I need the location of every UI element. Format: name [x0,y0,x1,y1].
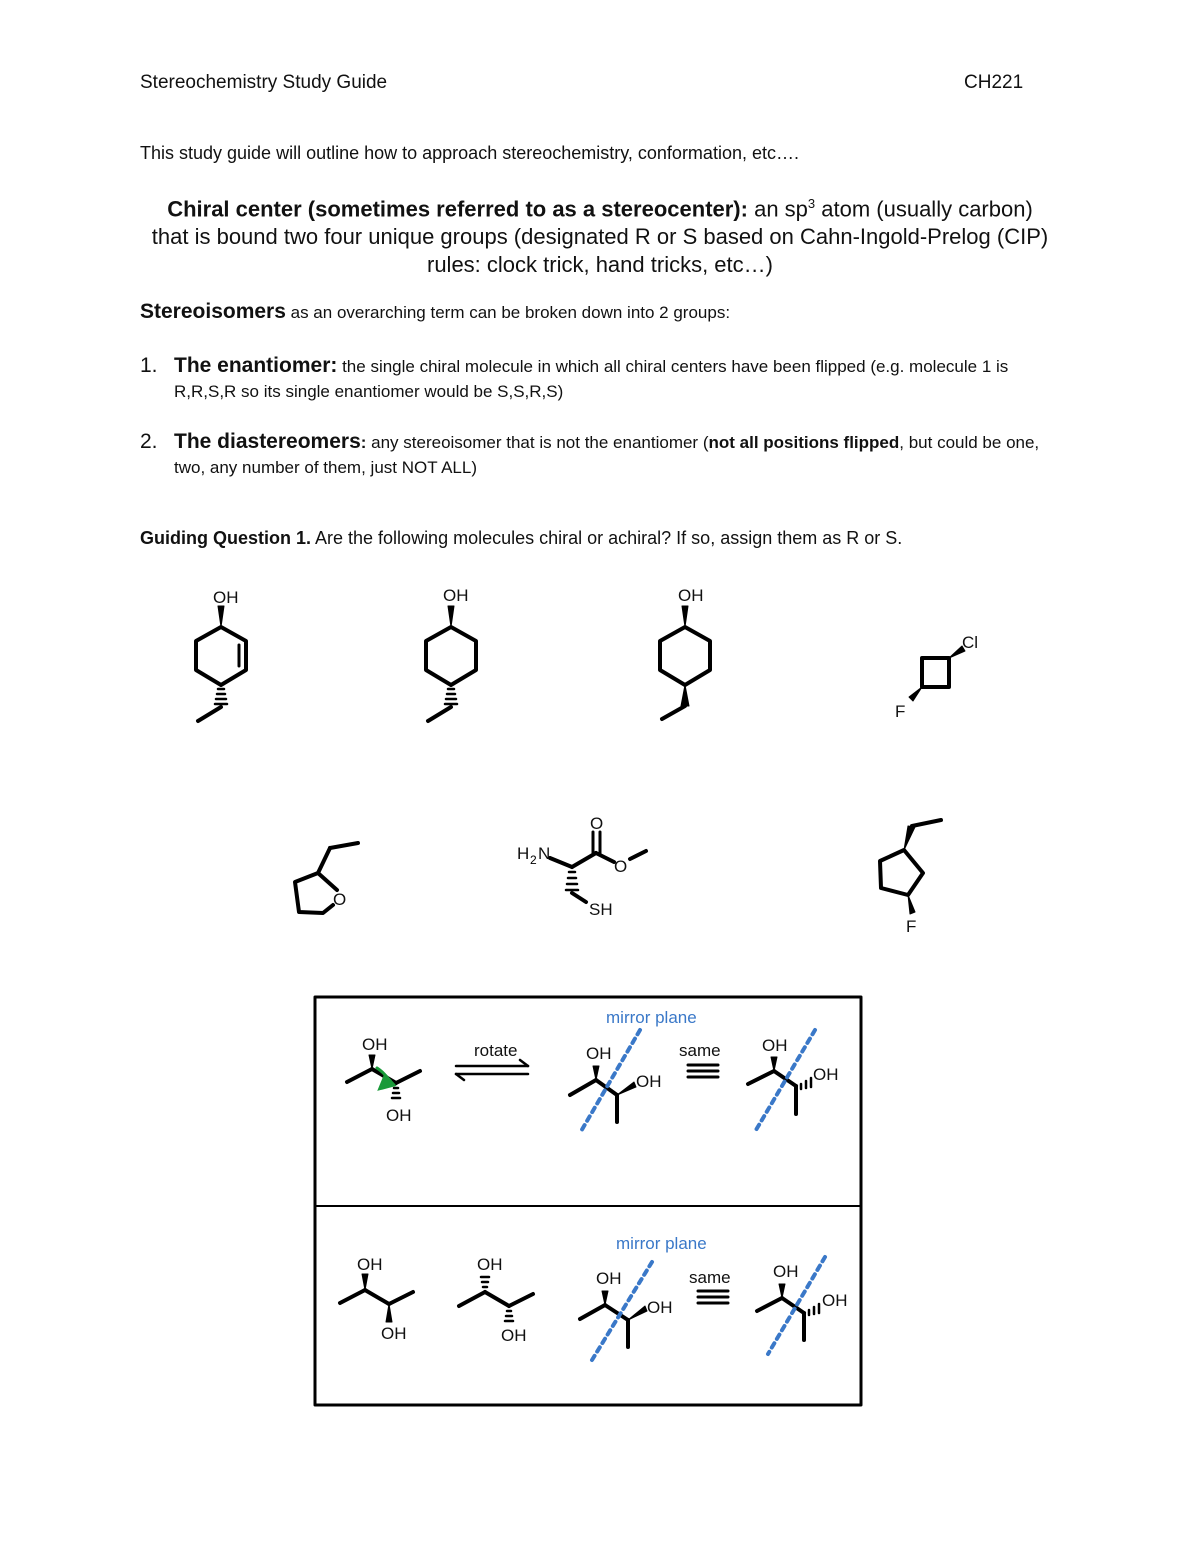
stereoisomers-term: Stereoisomers [140,300,286,323]
list-number: 2. [140,430,158,453]
diastereomers-bold: not all positions flipped [708,433,900,452]
diastereomers-text-b: , but could be one, two, any number of them, just NOT ALL) [174,433,1040,477]
list-number: 1. [140,354,158,377]
o-label: O [614,857,628,876]
o-label: O [333,890,347,909]
equilibrium-arrows [456,1060,528,1080]
top-molecule-c [748,1057,811,1114]
diastereomers-term: The diastereomers [174,430,361,453]
molecule-2 [426,606,476,721]
stereoisomers-text: as an overarching term can be broken down into 2 groups: [285,303,731,322]
equiv-symbol-bottom [698,1291,728,1303]
molecule-3 [660,606,710,719]
oh-label: OH [636,1072,662,1091]
bottom-molecule-e [459,1277,533,1321]
oh-label: OH [357,1255,383,1274]
oh-label: OH [501,1326,527,1345]
mirror-plane-label: mirror plane [616,1234,707,1253]
header-title: Stereochemistry Study Guide [140,72,388,93]
enantiomer-text: the single chiral molecule in which all chiral centers have been flipped (e.g. molecule 1 is R,R,S,R so its single enantiomer would be S,S,R,S) [174,357,1009,401]
molecule-1 [196,606,246,721]
chiral-def-sup: 3 [807,196,816,211]
bottom-molecule-f [580,1291,647,1347]
top-molecule-a [347,1055,420,1098]
oh-label: OH [586,1044,612,1063]
molecule-5 [295,843,358,913]
oh-label: OH [773,1262,799,1281]
bottom-molecule-g [757,1284,819,1340]
same-label: same [689,1268,731,1287]
oh-label: OH [443,586,469,605]
mirror-plane-label: mirror plane [606,1008,697,1027]
chiral-center-term: Chiral center (sometimes referred to as a stereocenter): [167,196,748,222]
molecule-6 [550,832,646,902]
oh-label: OH [381,1324,407,1343]
oh-label: OH [596,1269,622,1288]
enantiomer-term: The enantiomer: [174,354,338,377]
equiv-symbol-top [688,1065,718,1077]
oh-label: OH [647,1298,673,1317]
chiral-def-pre: an sp [747,196,808,222]
cl-label: Cl [962,633,979,652]
guiding-question-text: Are the following molecules chiral or achiral? If so, assign them as R or S. [311,528,903,548]
rotate-label: rotate [474,1041,518,1060]
oh-label: OH [213,588,239,607]
sh-label: SH [589,900,613,919]
oh-label: OH [362,1035,388,1054]
oh-label: OH [477,1255,503,1274]
intro-text: This study guide will outline how to approach stereochemistry, conformation, etc…. [140,143,799,163]
guiding-question-label: Guiding Question 1. [140,528,311,548]
same-label: same [679,1041,721,1060]
diastereomers-text-a: any stereoisomer that is not the enantiomer ( [366,433,709,452]
diastereomers-colon: : [360,433,367,452]
header-course: CH221 [964,72,1024,93]
oh-label: OH [762,1036,788,1055]
oh-label: OH [822,1291,848,1310]
molecule-4 [909,646,965,701]
o-label: O [590,814,604,833]
subscript-2: 2 [530,853,537,867]
f-label: F [906,917,917,936]
oh-label: OH [678,586,704,605]
bottom-molecule-d [340,1274,413,1322]
molecule-7 [880,820,941,914]
f-label: F [895,702,906,721]
h-label: H [517,844,530,863]
oh-label: OH [386,1106,412,1125]
chiral-def-post: atom (usually carbon) that is bound two four unique groups (designated R or S based on Cahn-Ingold-Prelog (CIP) rules: clock trick, hand tricks, etc…) [151,196,1049,278]
n-label: N [538,844,551,863]
oh-label: OH [813,1065,839,1084]
